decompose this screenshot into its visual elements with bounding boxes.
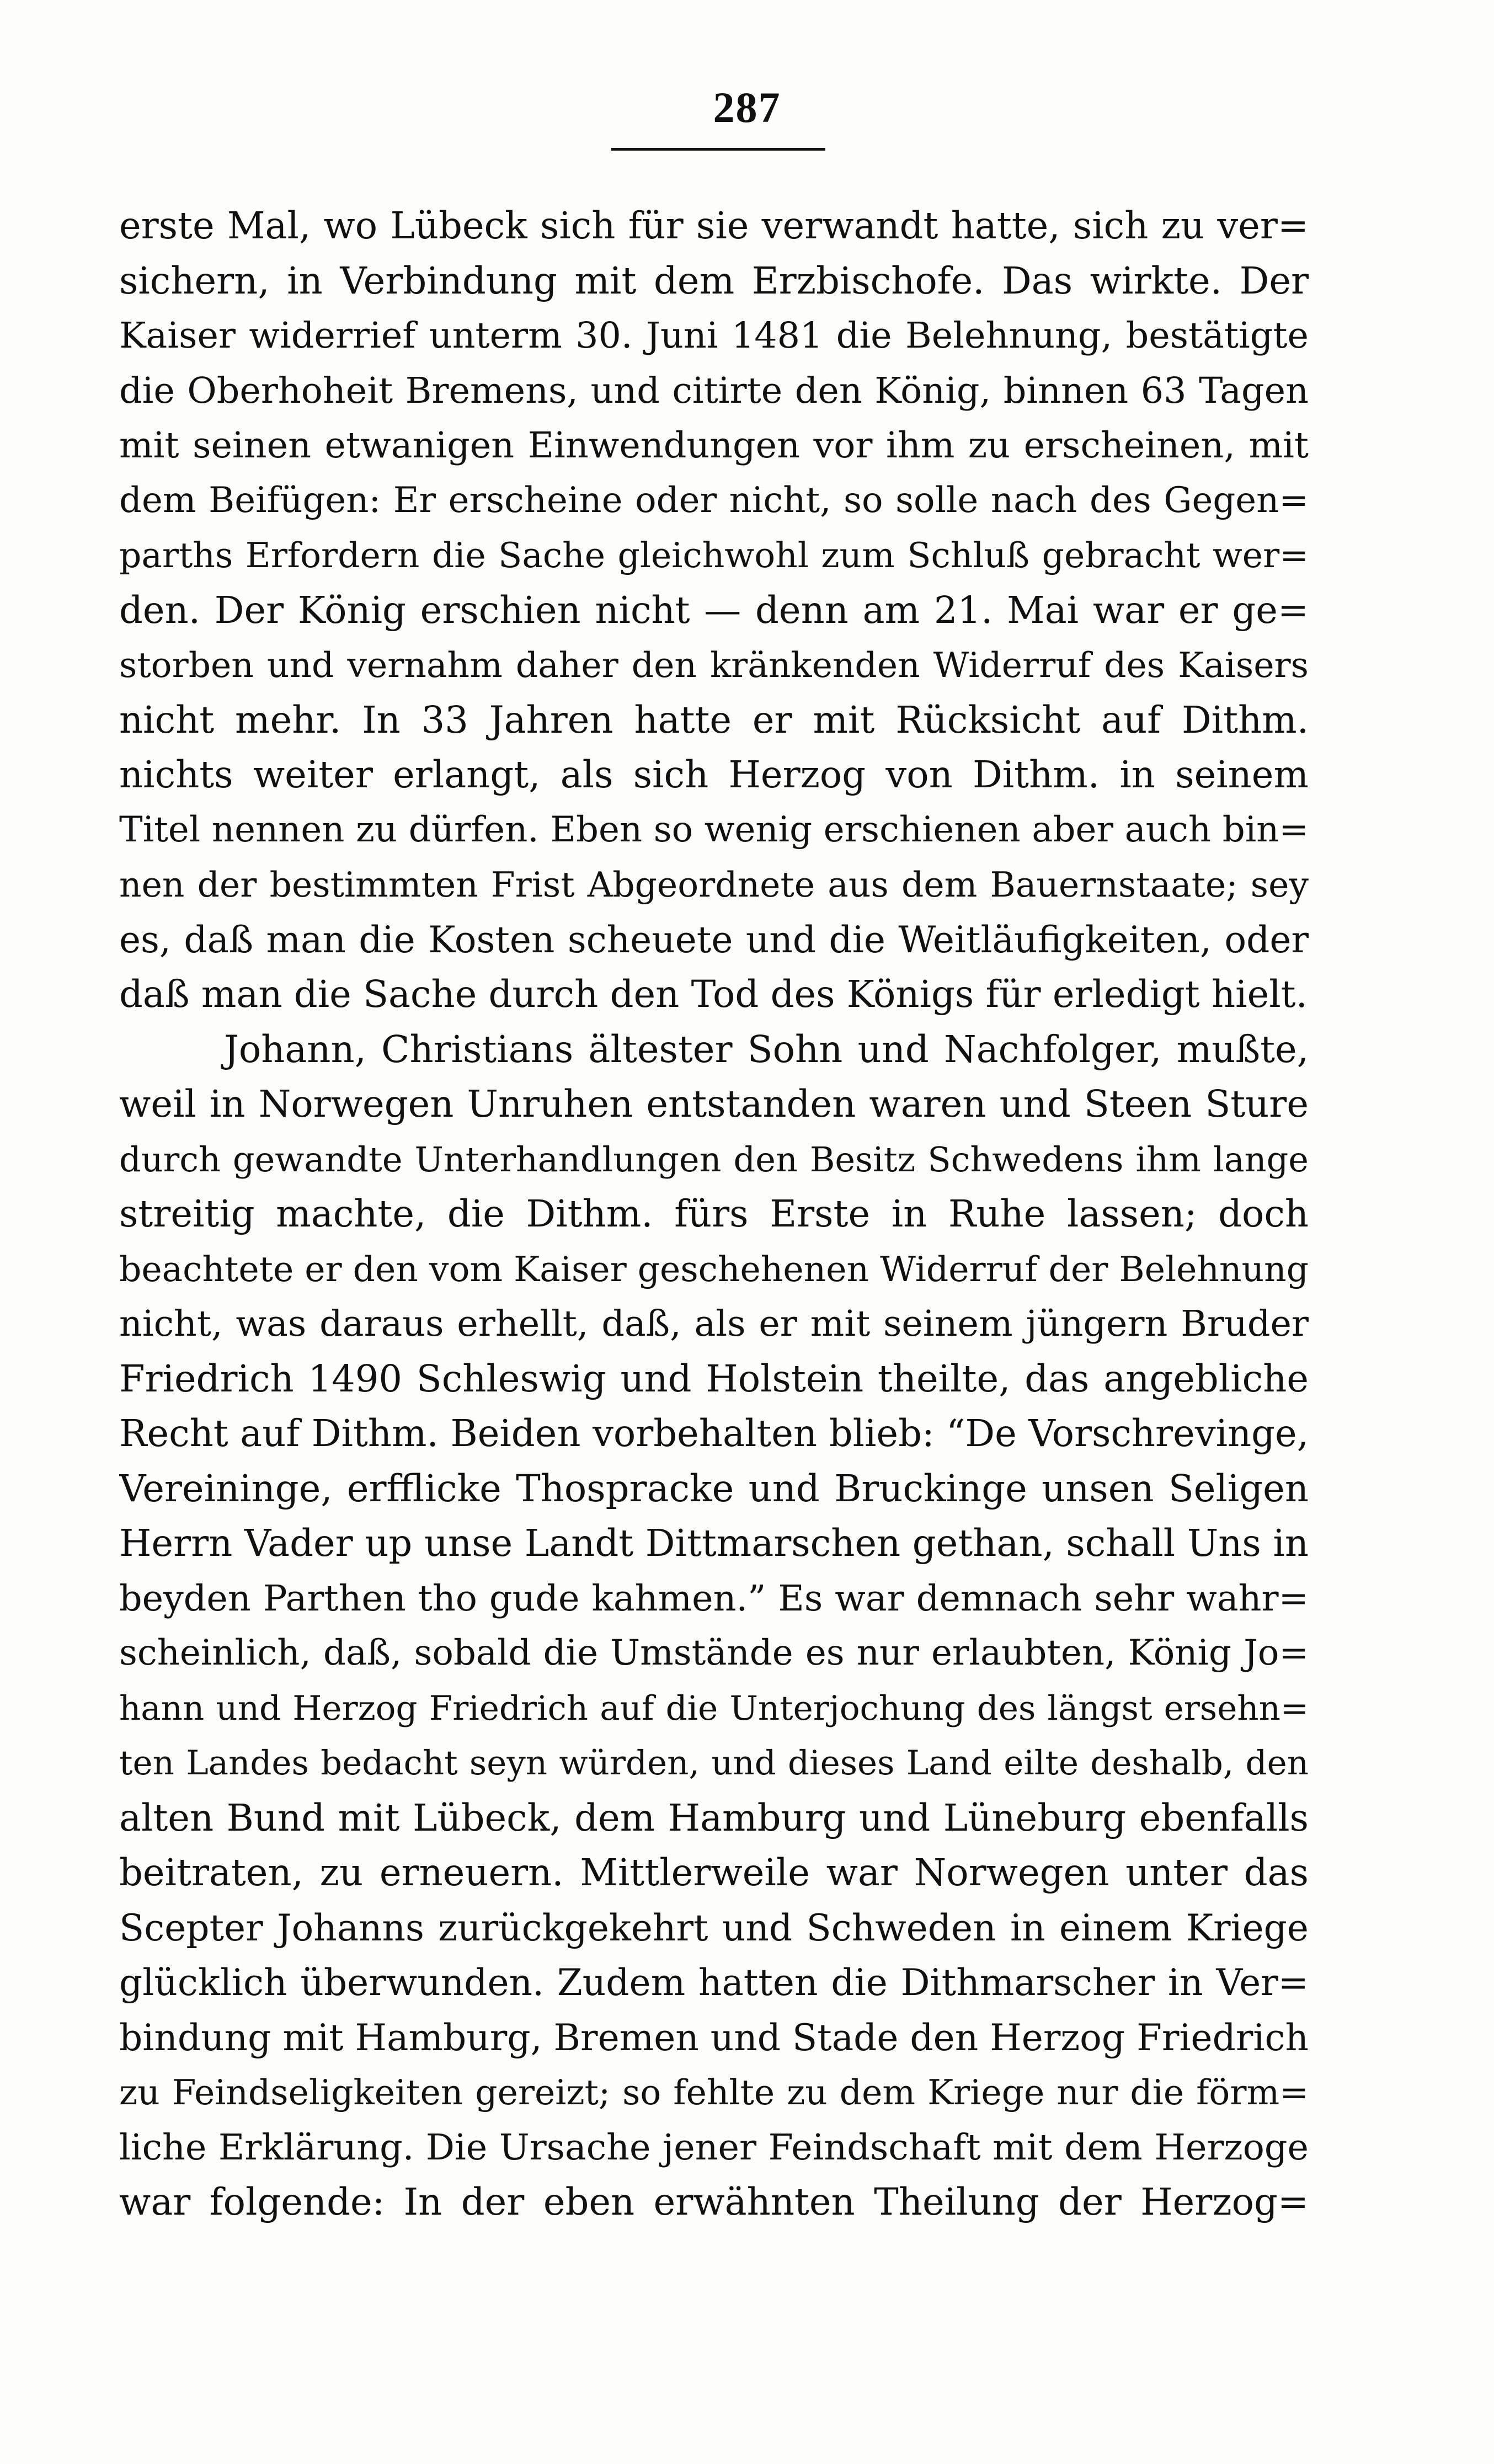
text-line: liche Erklärung. Die Ursache jener Feindschaft mit dem Herzoge xyxy=(119,2126,1309,2168)
text-line-paragraph-start: Johann, Christians ältester Sohn und Nachfolger, mußte, xyxy=(224,1027,1309,1071)
header-rule xyxy=(611,148,825,151)
text-line: zu Feindseligkeiten gereizt; so fehlte zu dem Kriege nur die förm= xyxy=(119,2072,1309,2113)
text-line: erste Mal, wo Lübeck sich für sie verwandt hatte, sich zu ver= xyxy=(119,204,1309,247)
page-number: 287 xyxy=(713,83,781,131)
text-line: storben und vernahm daher den kränkenden Widerruf des Kaisers xyxy=(119,645,1309,685)
text-line: mit seinen etwanigen Einwendungen vor ihm zu erscheinen, mit xyxy=(119,425,1309,466)
text-line: Herrn Vader up unse Landt Dittmarschen gethan, schall Uns in xyxy=(119,1522,1309,1565)
text-line: die Oberhoheit Bremens, und citirte den König, binnen 63 Tagen xyxy=(119,370,1309,412)
text-line: es, daß man die Kosten scheuete und die Weitläufigkeiten, oder xyxy=(119,918,1309,961)
text-line: Recht auf Dithm. Beiden vorbehalten blieb: “De Vorschrevinge, xyxy=(119,1412,1309,1455)
text-line: streitig machte, die Dithm. fürs Erste in Ruhe lassen; doch xyxy=(119,1192,1309,1235)
text-line: den. Der König erschien nicht — denn am 21. Mai war er ge= xyxy=(119,588,1309,632)
text-line: scheinlich, daß, sobald die Umstände es nur erlaubten, König Jo= xyxy=(119,1633,1309,1673)
text-line: Titel nennen zu dürfen. Eben so wenig erschienen aber auch bin= xyxy=(119,809,1309,850)
text-line: Vereininge, erfflicke Thospracke und Bruckinge unsen Seligen xyxy=(119,1466,1309,1510)
text-line: parths Erfordern die Sache gleichwohl zum Schluß gebracht wer= xyxy=(119,535,1309,575)
text-line: ten Landes bedacht seyn würden, und dieses Land eilte deshalb, den xyxy=(119,1743,1309,1783)
text-line: durch gewandte Unterhandlungen den Besitz Schwedens ihm lange xyxy=(119,1139,1309,1180)
text-line: hann und Herzog Friedrich auf die Unterjochung des längst ersehn= xyxy=(119,1688,1309,1728)
text-line: Scepter Johanns zurückgekehrt und Schweden in einem Kriege xyxy=(119,1906,1309,1949)
text-line: beitraten, zu erneuern. Mittlerweile war Norwegen unter das xyxy=(119,1851,1309,1894)
text-line: Friedrich 1490 Schleswig und Holstein theilte, das angebliche xyxy=(119,1357,1309,1400)
text-line: beyden Parthen tho gude kahmen.” Es war demnach sehr wahr= xyxy=(119,1577,1309,1619)
body-text xyxy=(119,199,1309,2230)
text-line: glücklich überwunden. Zudem hatten die Dithmarscher in Ver= xyxy=(119,1961,1309,2004)
text-line: Kaiser widerrief unterm 30. Juni 1481 die Belehnung, bestätigte xyxy=(119,315,1309,356)
text-line: nicht mehr. In 33 Jahren hatte er mit Rücksicht auf Dithm. xyxy=(119,698,1309,742)
text-line: sichern, in Verbindung mit dem Erzbischofe. Das wirkte. Der xyxy=(119,259,1309,302)
text-line: beachtete er den vom Kaiser geschehenen Widerruf der Belehnung xyxy=(119,1249,1309,1289)
text-line: bindung mit Hamburg, Bremen und Stade den Herzog Friedrich xyxy=(119,2016,1309,2059)
text-line: weil in Norwegen Unruhen entstanden waren und Steen Sture xyxy=(119,1082,1309,1126)
text-line: dem Beifügen: Er erscheine oder nicht, so solle nach des Gegen= xyxy=(119,479,1309,521)
text-line: nen der bestimmten Frist Abgeordnete aus dem Bauernstaate; sey xyxy=(119,865,1309,905)
text-line: nicht, was daraus erhellt, daß, als er mit seinem jüngern Bruder xyxy=(119,1303,1309,1345)
text-line: nichts weiter erlangt, als sich Herzog von Dithm. in seinem xyxy=(119,753,1309,796)
text-line-paragraph-end: daß man die Sache durch den Tod des Königs für erledigt hielt. xyxy=(119,973,1308,1016)
text-line: alten Bund mit Lübeck, dem Hamburg und Lüneburg ebenfalls xyxy=(119,1796,1309,1839)
text-line: war folgende: In der eben erwähnten Theilung der Herzog= xyxy=(119,2180,1309,2223)
